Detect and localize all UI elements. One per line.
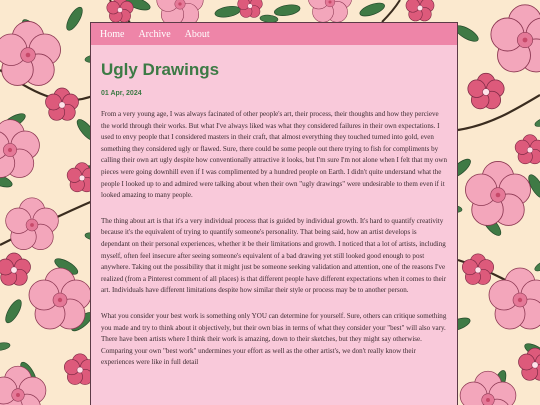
post-content-area	[91, 45, 457, 369]
nav-link-about[interactable]: About	[184, 28, 210, 40]
post-paragraph-3: What you consider your best work is something only YOU can determine for yourself. Sure, others can critique something you made and try to think about it objectively, but their own bias in terms of what they consider your "best" will also vary. There have been artists where I think their work is amazing, down to their sketches, but they might say otherwise. Comparing your own "best work" undermines your effort as well as the other artist's, we don't really know their experiences were like in full detail	[101, 311, 447, 367]
post-paragraph-2: The thing about art is that it's a very individual process that is guided by individual growth. It's hard to quantify creativity because it's the equivalent of trying to quantify someone's personality. That being said, how an artist develops is dependant on their personal experiences, whether it be their limitations and growth. I noticed that a lot of artists, including myself, often feel insecure after seeing someone's equivalent of a bad drawing yet still looked good enough to post anywhere. Taking out the possibility that it might just be someone seeking validation and attention, one of the reasons I've realized (from a Pinterest comment of all places) is that different people have different expectations when it comes to their art. Individuals have different limitations despite how similar their style or process may be to another person.	[101, 216, 447, 295]
nav-link-archive[interactable]: Archive	[138, 28, 171, 40]
post-date: 01 Apr, 2024	[101, 90, 142, 97]
post-title: Ugly Drawings	[101, 60, 220, 79]
post-body	[101, 109, 447, 369]
post-paragraph-1: From a very young age, I was always facinated of other people's art, their process, their thoughts and how they percieve the world through their works. But what I've always liked was what they considered failures in their own expectations. I used to envy people that I considered masters in their craft, that almost everything they touched turned into gold, even something they considered ugly or flawed. Sure, there could be some people out there trying to fish for compliments by calling their own art ugly despite how conventionally attractive it looks, but I'm sure I'm not alone when I felt that my own pieces were going downhill even if I was complimented by a hundred people on Earth. I didn't quite understand what the people I looked up to and admired were talking about when their own "ugly drawings" were undesirable to them even if it looked amazing to many people.	[101, 110, 447, 200]
top-navigation-bar	[91, 23, 457, 45]
nav-link-home[interactable]: Home	[100, 28, 125, 40]
blog-page-container	[90, 22, 458, 405]
